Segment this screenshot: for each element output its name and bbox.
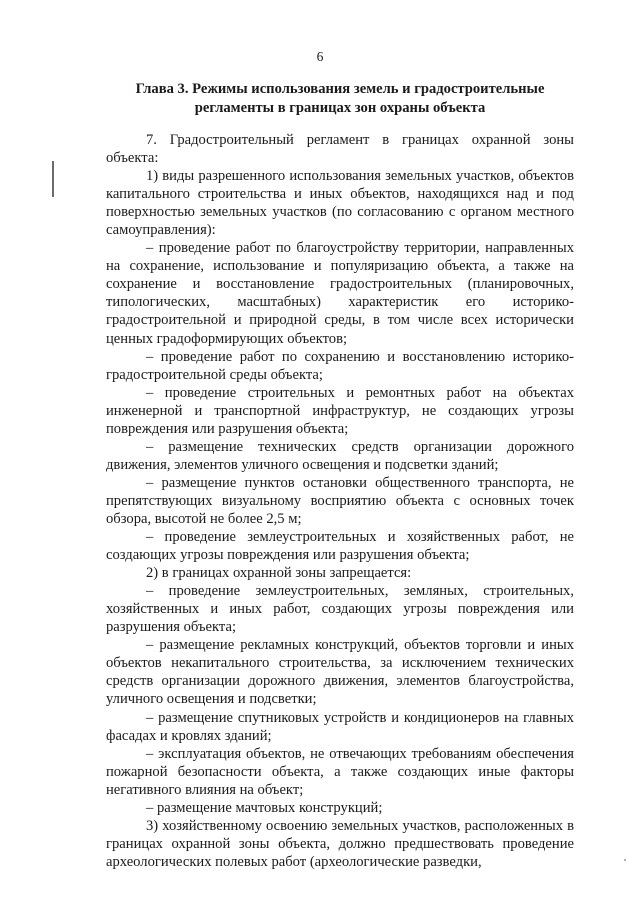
paragraph: 1) виды разрешенного использования земельных участков, объектов капитального строительства и иных объектов, находящихся над и под поверхностью земельных участков (по согласованию с органом местного самоуправления): [106,168,574,239]
list-item: – проведение землеустроительных и хозяйственных работ, не создающих угрозы повреждения или разрушения объекта; [106,529,574,564]
margin-mark [52,161,54,197]
list-item: – размещение пунктов остановки общественного транспорта, не препятствующих визуальному восприятию объекта с основных точек обзора, высотой не более 2,5 м; [106,474,574,527]
list-item: – размещение спутниковых устройств и кондиционеров на главных фасадах и кровлях зданий; [106,709,574,744]
paragraph: 7. Градостроительный регламент в границах охранной зоны объекта: [106,132,574,167]
paragraph: 2) в границах охранной зоны запрещается: [146,565,412,582]
list-item: – проведение землеустроительных, земляных, строительных, хозяйственных и иных работ, создающих угрозы повреждения или разрушения объекта; [106,583,574,636]
list-item: – эксплуатация объектов, не отвечающих требованиям обеспечения пожарной безопасности объекта, а также создающих иные факторы негативного влияния на объект; [106,745,574,798]
paragraph: 3) хозяйственному освоению земельных участков, расположенных в границах охранной зоны объекта, должно предшествовать проведение археологических полевых работ (археологические разведки, [106,817,574,870]
list-item: – проведение работ по благоустройству территории, направленных на сохранение, использование и популяризацию объекта, а также на сохранение и восстановление градостроительных (планировочных, типологических, масштабных) характеристик его историко-градостроительной и природной среды, в том числе всех исторически ценных градоформирующих объектов; [106,240,574,347]
document-body [106,131,574,871]
list-item: – проведение работ по сохранению и восстановлению историко-градостроительной среды объекта; [106,348,574,383]
page-number: 6 [316,49,324,64]
list-item: – размещение рекламных конструкций, объектов торговли и иных объектов некапитального строительства, за исключением технических средств организации дорожного движения, элементов благоустройства, уличного освещения и подсветки; [106,637,574,708]
scan-speck [624,859,626,861]
list-item: – проведение строительных и ремонтных работ на объектах инженерной и транспортной инфраструктур, не создающих угрозы повреждения или разрушения объекта; [106,384,574,437]
list-item: – размещение мачтовых конструкций; [146,799,383,816]
chapter-heading: Глава 3. Режимы использования земель и градостроительные регламенты в границах зон охраны объекта [135,81,545,116]
list-item: – размещение технических средств организации дорожного движения, элементов уличного освещения и подсветки зданий; [106,438,574,473]
